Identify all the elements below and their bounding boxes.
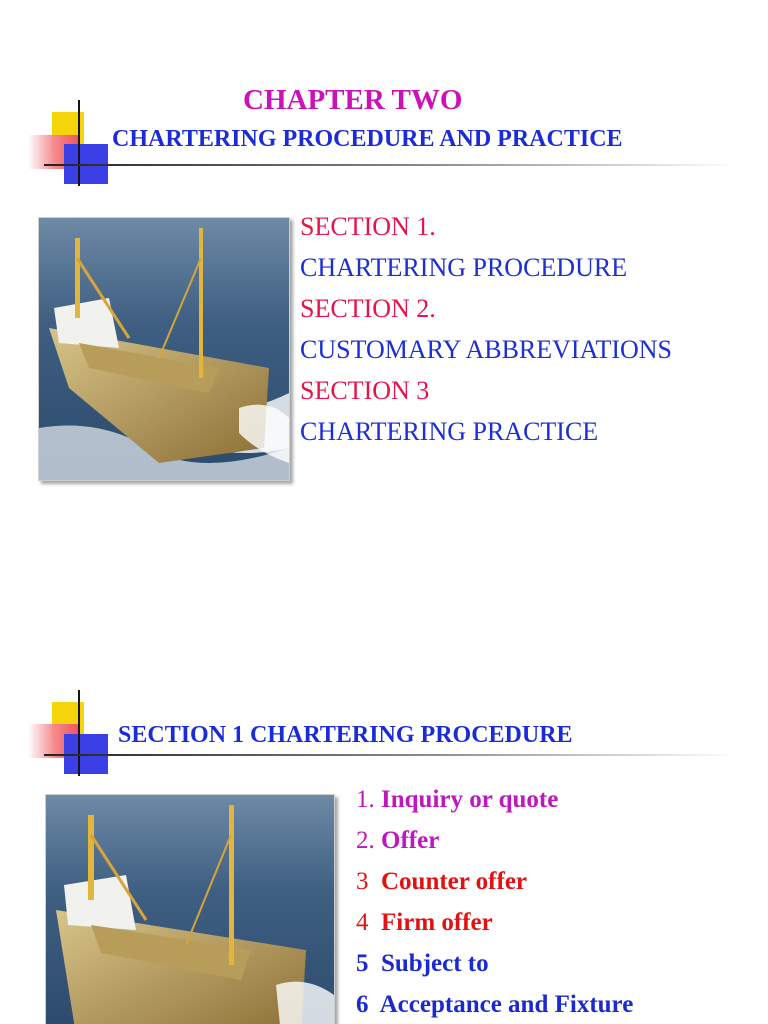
section-1-title: CHARTERING PROCEDURE bbox=[300, 253, 628, 282]
section-1-heading: SECTION 1. bbox=[300, 212, 436, 241]
ship-photo bbox=[38, 217, 290, 481]
step-4 bbox=[356, 909, 493, 937]
ship-photo bbox=[45, 794, 335, 1024]
section-3-title: CHARTERING PRACTICE bbox=[300, 417, 599, 446]
step-3 bbox=[356, 868, 527, 896]
step-4-label: Firm offer bbox=[381, 909, 493, 936]
step-6-number: 6 bbox=[356, 991, 369, 1018]
step-5 bbox=[356, 950, 489, 978]
step-3-number: 3 bbox=[356, 868, 369, 895]
section-2-title: CUSTOMARY ABBREVIATIONS bbox=[300, 335, 673, 364]
chapter-title: CHAPTER TWO bbox=[243, 84, 463, 116]
section-3-heading: SECTION 3 bbox=[300, 376, 430, 405]
step-1-number: 1. bbox=[356, 786, 375, 813]
step-1 bbox=[356, 786, 558, 814]
step-2-number: 2. bbox=[356, 827, 375, 854]
chapter-subtitle: CHARTERING PROCEDURE AND PRACTICE bbox=[112, 126, 623, 152]
step-4-number: 4 bbox=[356, 909, 369, 936]
step-6-label: Acceptance and Fixture bbox=[379, 991, 634, 1018]
step-5-label: Subject to bbox=[381, 950, 489, 977]
step-5-number: 5 bbox=[356, 950, 369, 977]
step-2 bbox=[356, 827, 439, 855]
slide-section-1 bbox=[0, 512, 768, 1024]
section-title: SECTION 1 CHARTERING PROCEDURE bbox=[118, 722, 573, 748]
step-1-label: Inquiry or quote bbox=[381, 786, 559, 813]
step-6 bbox=[356, 991, 633, 1019]
section-2-heading: SECTION 2. bbox=[300, 294, 436, 323]
step-3-label: Counter offer bbox=[381, 868, 528, 895]
step-2-label: Offer bbox=[381, 827, 440, 854]
